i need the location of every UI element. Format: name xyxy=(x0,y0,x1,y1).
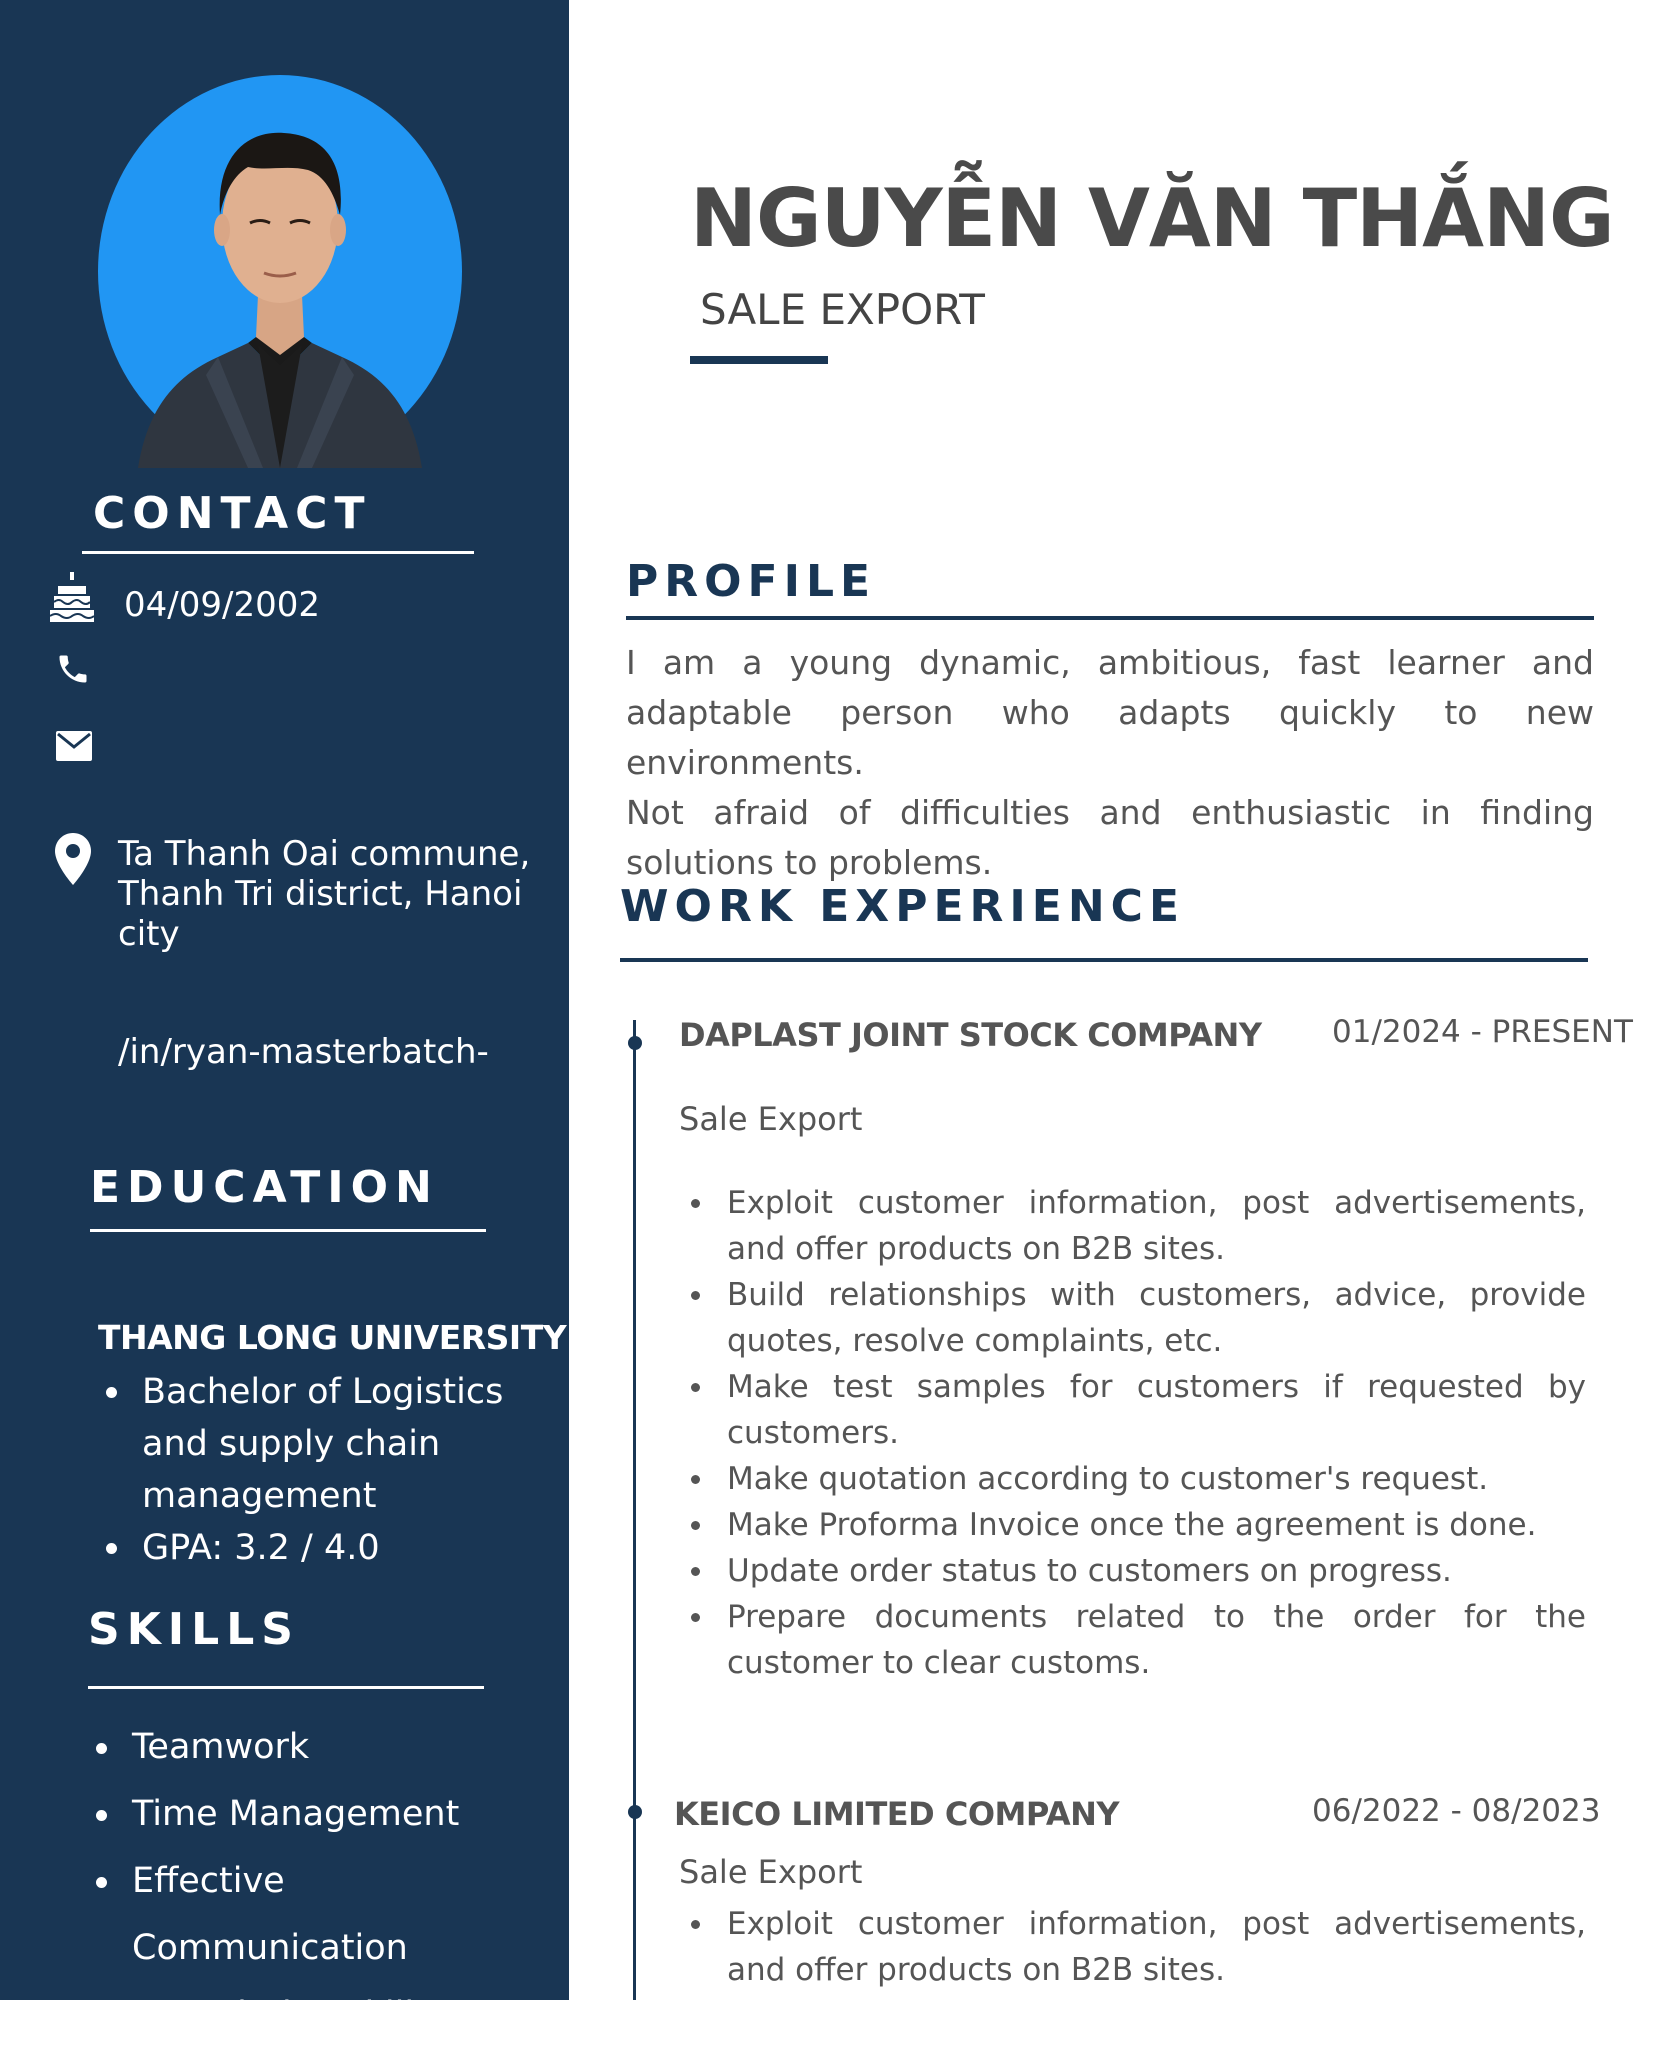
skills-rule xyxy=(88,1686,484,1689)
skill-item: Negotiation skills xyxy=(88,1982,558,2049)
duty-item: Make test samples for customers if requested by customers. xyxy=(686,1364,1586,1456)
person-name: NGUYỄN VĂN THẮNG xyxy=(690,172,1614,265)
location-pin-icon xyxy=(55,833,91,890)
address-line-3: city xyxy=(118,914,180,954)
duty-item: Prepare documents related to the order for the customer to clear customs. xyxy=(686,1594,1586,1686)
address-line-1: Ta Thanh Oai commune, xyxy=(118,834,531,874)
birthday-cake-icon xyxy=(50,572,94,629)
role-underline xyxy=(690,356,828,364)
address-text xyxy=(118,834,530,954)
university-name: THANG LONG UNIVERSITY xyxy=(98,1318,567,1357)
person-role: SALE EXPORT xyxy=(700,285,985,334)
job-period: 01/2024 - PRESENT xyxy=(1332,1014,1633,1050)
duty-item: Exploit customer information, post advertisements, and offer products on B2B sites. xyxy=(686,1180,1586,1272)
timeline-dot xyxy=(628,1805,642,1819)
address-line-2: Thanh Tri district, Hanoi xyxy=(118,874,523,914)
skills-list xyxy=(88,1714,558,2049)
education-heading: EDUCATION xyxy=(90,1162,439,1213)
duty-item: Build relationships with customers, advice, provide quotes, resolve complaints, etc. xyxy=(686,1272,1586,1364)
linkedin-text[interactable]: /in/ryan-masterbatch- xyxy=(118,1032,489,1072)
job-duties xyxy=(686,1901,1586,1993)
sidebar xyxy=(0,0,569,2035)
work-heading: WORK EXPERIENCE xyxy=(620,881,1185,932)
duty-item: Make quotation according to customer's request. xyxy=(686,1456,1586,1502)
work-rule xyxy=(620,958,1588,962)
birthday-text: 04/09/2002 xyxy=(124,585,320,625)
job-duties xyxy=(686,1180,1586,1686)
education-list xyxy=(98,1366,538,1574)
skill-item: Teamwork xyxy=(88,1714,558,1781)
profile-line: Not afraid of difficulties and enthusiastic in finding solutions to problems. xyxy=(626,793,1594,882)
skills-heading: SKILLS xyxy=(88,1604,300,1655)
timeline-dot xyxy=(628,1036,642,1050)
phone-icon xyxy=(55,651,91,692)
duty-item: Update order status to customers on progress. xyxy=(686,1548,1586,1594)
email-icon xyxy=(56,731,92,766)
profile-text xyxy=(626,638,1594,888)
profile-photo xyxy=(98,75,462,468)
job-title: Sale Export xyxy=(679,1100,863,1138)
profile-heading: PROFILE xyxy=(626,556,877,607)
duty-item: Exploit customer information, post advertisements, and offer products on B2B sites. xyxy=(686,1901,1586,1993)
duty-item: Make Proforma Invoice once the agreement is done. xyxy=(686,1502,1586,1548)
skill-item: Effective Communication xyxy=(88,1848,558,1982)
job-company: KEICO LIMITED COMPANY xyxy=(674,1795,1120,1833)
job-company: DAPLAST JOINT STOCK COMPANY xyxy=(679,1016,1262,1054)
contact-heading: CONTACT xyxy=(93,488,372,539)
job-period: 06/2022 - 08/2023 xyxy=(1312,1793,1601,1829)
timeline-line xyxy=(633,1020,636,2000)
profile-line: I am a young dynamic, ambitious, fast learner and adaptable person who adapts quickly to new environments. xyxy=(626,643,1594,782)
education-item: Bachelor of Logistics and supply chain management xyxy=(98,1366,538,1522)
job-title: Sale Export xyxy=(679,1853,863,1891)
skill-item: Time Management xyxy=(88,1781,558,1848)
education-rule xyxy=(90,1229,486,1232)
contact-rule xyxy=(82,551,474,554)
profile-rule xyxy=(626,616,1594,620)
education-item: GPA: 3.2 / 4.0 xyxy=(98,1522,538,1574)
